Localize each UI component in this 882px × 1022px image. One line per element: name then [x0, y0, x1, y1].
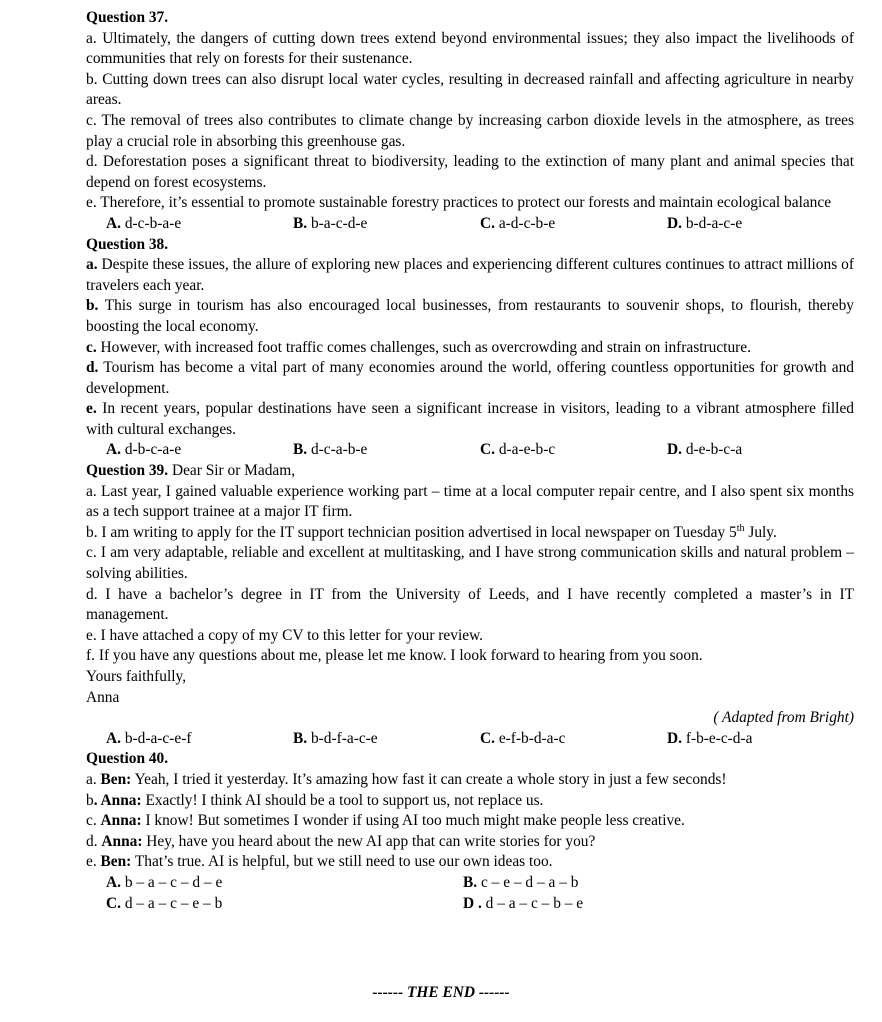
salutation: Dear Sir or Madam, — [171, 462, 296, 480]
option-c[interactable]: C. a-d-c-b-e — [480, 214, 556, 232]
answer-options-row-2 — [86, 894, 854, 915]
answer-options — [86, 440, 854, 461]
option-c[interactable]: C. e-f-b-d-a-c — [480, 729, 566, 747]
dialogue-line-e: e. Ben: That’s true. AI is helpful, but we still need to use our own ideas too. — [86, 853, 553, 871]
sentence-d: d. Deforestation poses a significant threat to biodiversity, leading to the extinction of many plant and animal species that depend on forest ecosystems. — [86, 153, 854, 191]
sentence-e: e. In recent years, popular destinations have seen a significant increase in visitors, leading to a vibrant atmosphere filled with cultural exchanges. — [86, 400, 854, 438]
question-title: Question 38. — [86, 235, 169, 253]
option-a[interactable]: A. d-c-b-a-e — [106, 214, 182, 232]
sentence-c: c. The removal of trees also contributes to climate change by increasing carbon dioxide levels in the atmosphere, as trees play a crucial role in absorbing this greenhouse gas. — [86, 111, 854, 150]
option-b[interactable]: B. c – e – d – a – b — [463, 873, 579, 891]
letter-signature: Anna — [86, 688, 120, 706]
sentence-a: a. Last year, I gained valuable experience working part – time at a local computer repair centre, and I also spent six months as a tech support trainee at a major IT firm. — [86, 482, 854, 521]
option-d[interactable]: D. d-e-b-c-a — [667, 441, 743, 459]
option-b[interactable]: B. b-a-c-d-e — [293, 214, 368, 232]
question-header — [86, 461, 854, 482]
dialogue-line-a: a. Ben: Yeah, I tried it yesterday. It’s amazing how fast it can create a whole story in just a few seconds! — [86, 770, 727, 788]
option-a[interactable]: A. b-d-a-c-e-f — [106, 729, 192, 747]
sentence-f: f. If you have any questions about me, please let me know. I look forward to hearing from you soon. — [86, 647, 703, 665]
option-b[interactable]: B. d-c-a-b-e — [293, 441, 368, 459]
option-d[interactable]: D. b-d-a-c-e — [667, 214, 743, 232]
dialogue-line-d: d. Anna: Hey, have you heard about the new AI app that can write stories for you? — [86, 832, 596, 850]
question-title: Question 39. — [86, 462, 169, 480]
sentence-a: a. Ultimately, the dangers of cutting down trees extend beyond environmental issues; they also impact the livelihoods of communities that rely on forests for their sustenance. — [86, 29, 854, 68]
answer-options — [86, 214, 854, 235]
sentence-d: d. Tourism has become a vital part of many economies around the world, offering countless opportunities for growth and development. — [86, 359, 854, 397]
option-a[interactable]: A. b – a – c – d – e — [106, 873, 223, 891]
sentence-e: e. I have attached a copy of my CV to this letter for your review. — [86, 626, 484, 644]
option-b[interactable]: B. b-d-f-a-c-e — [293, 729, 378, 747]
exam-page — [86, 8, 854, 914]
sentence-e: e. Therefore, it’s essential to promote sustainable forestry practices to protect our forests and maintain ecological balance — [86, 194, 832, 212]
question-37 — [86, 8, 854, 235]
option-a[interactable]: A. d-b-c-a-e — [106, 441, 182, 459]
sentence-c: c. However, with increased foot traffic comes challenges, such as overcrowding and strain on infrastructure. — [86, 338, 751, 356]
sentence-b: b. This surge in tourism has also encouraged local businesses, from restaurants to souvenir shops, to flourish, thereby boosting the local economy. — [86, 297, 854, 335]
option-c[interactable]: C. d-a-e-b-c — [480, 441, 556, 459]
dialogue-line-b: b. Anna: Exactly! I think AI should be a tool to support us, not replace us. — [86, 791, 544, 809]
answer-options-row-1 — [86, 873, 854, 894]
sentence-a: a. Despite these issues, the allure of exploring new places and experiencing different cultures continues to attract millions of travelers each year. — [86, 256, 854, 294]
end-marker: ------ THE END ------ — [372, 984, 510, 1001]
question-38 — [86, 235, 854, 462]
answer-options — [86, 729, 854, 750]
option-c[interactable]: C. d – a – c – e – b — [106, 894, 223, 912]
question-title: Question 37. — [86, 9, 169, 26]
option-d[interactable]: D. f-b-e-c-d-a — [667, 729, 753, 747]
sentence-c: c. I am very adaptable, reliable and excellent at multitasking, and I have strong communication skills and natural problem – solving abilities. — [86, 544, 854, 583]
option-d[interactable]: D . d – a – c – b – e — [463, 894, 584, 912]
source-note: ( Adapted from Bright) — [713, 709, 854, 727]
question-40 — [86, 749, 854, 914]
dialogue-line-c: c. Anna: I know! But sometimes I wonder if using AI too much might make people less creative. — [86, 812, 685, 830]
sentence-b: b. Cutting down trees can also disrupt local water cycles, resulting in decreased rainfall and affecting agriculture in nearby areas. — [86, 70, 854, 109]
letter-closing: Yours faithfully, — [86, 668, 187, 685]
question-39 — [86, 461, 854, 749]
question-title: Question 40. — [86, 750, 169, 768]
sentence-d: d. I have a bachelor’s degree in IT from the University of Leeds, and I have recently completed a master’s in IT management. — [86, 585, 854, 624]
sentence-b: b. I am writing to apply for the IT support technician position advertised in local newspaper on Tuesday 5th July. — [86, 522, 777, 541]
